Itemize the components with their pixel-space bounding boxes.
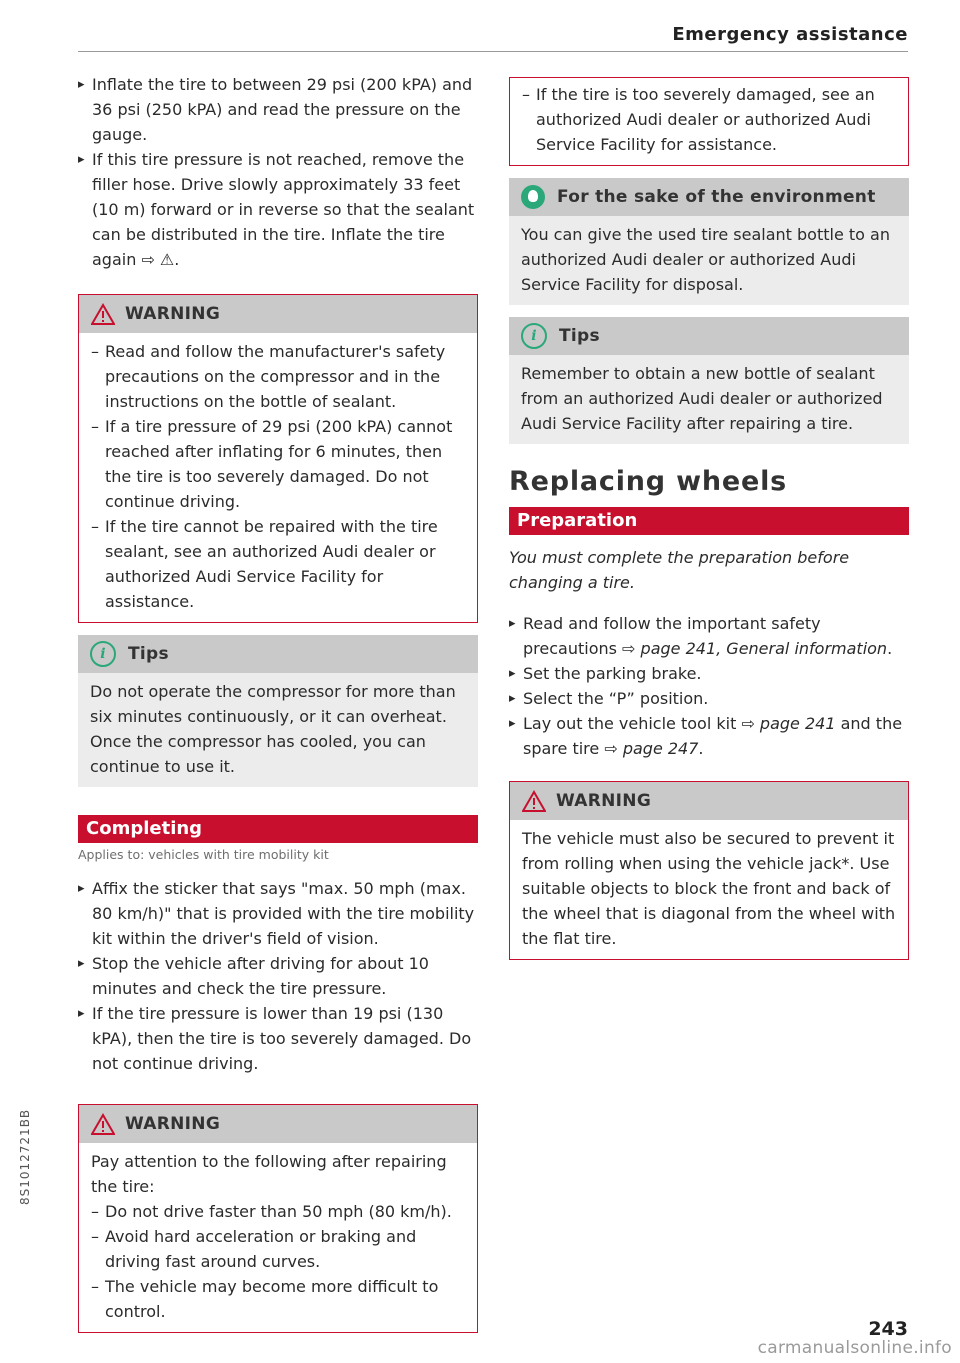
warning-item: – Read and follow the manufacturer's safety precautions on the compressor and in the instructions on the bottle of sealant. xyxy=(91,339,465,414)
info-icon: i xyxy=(90,641,116,667)
page-reference-link[interactable]: ⇨ page 247 xyxy=(604,739,699,758)
bullet-parking-brake: ▸ Set the parking brake. xyxy=(509,661,909,686)
environment-body xyxy=(509,216,909,305)
section-preparation: Preparation xyxy=(509,507,909,535)
right-column xyxy=(509,77,909,960)
warning-header xyxy=(79,1105,477,1143)
warning-title: WARNING xyxy=(125,1114,221,1134)
preparation-intro: You must complete the preparation before changing a tire. xyxy=(509,548,850,592)
page-header-title: Emergency assistance xyxy=(672,24,908,45)
preparation-steps xyxy=(509,611,909,761)
step-text: Lay out the vehicle tool kit xyxy=(523,714,742,733)
page-number: 243 xyxy=(868,1318,908,1340)
bullet-pressure-not-reached: ▸ If this tire pressure is not reached, remove the filler hose. Drive slowly approximately 33 feet (10 m) forward or in reverse so that the sealant can be distributed in the tire. Inflate the tire again ⇨ ⚠. xyxy=(78,147,478,272)
warning-triangle-icon xyxy=(522,790,546,812)
step-text: . xyxy=(887,639,893,658)
warning-header xyxy=(510,782,908,820)
info-icon: i xyxy=(521,323,547,349)
completing-steps xyxy=(78,876,478,1076)
warning-intro: Pay attention to the following after repairing the tire: xyxy=(91,1152,447,1196)
bullet-sticker: ▸ Affix the sticker that says "max. 50 mph (max. 80 km/h)" that is provided with the tire mobility kit within the driver's field of vision. xyxy=(78,876,478,951)
warning-text: The vehicle must also be secured to prevent it from rolling when using the vehicle jack*. Use suitable objects to block the front and back of the wheel that is diagonal from the wheel with the flat tire. xyxy=(522,829,896,948)
section-completing: Completing xyxy=(78,815,478,843)
warning-triangle-icon xyxy=(91,1113,115,1135)
bullet-tool-kit xyxy=(509,711,909,761)
bullet-stop-check: ▸ Stop the vehicle after driving for about 10 minutes and check the tire pressure. xyxy=(78,951,478,1001)
page-reference-link[interactable]: ⇨ page 241 xyxy=(741,714,836,733)
environment-leaf-icon xyxy=(521,185,545,209)
left-column xyxy=(78,72,478,1333)
warning-item: – Avoid hard acceleration or braking and driving fast around curves. xyxy=(91,1224,465,1274)
heading-replacing-wheels: Replacing wheels xyxy=(509,466,788,497)
warning-body xyxy=(79,1143,477,1332)
warning-item: – Do not drive faster than 50 mph (80 km/h). xyxy=(91,1199,465,1224)
tips-title: Tips xyxy=(128,644,169,664)
warning-header xyxy=(79,295,477,333)
warning-item: – The vehicle may become more difficult to control. xyxy=(91,1274,465,1324)
warning-box-after-repair xyxy=(78,1104,478,1333)
step-text: . xyxy=(698,739,704,758)
bullet-safety-precautions xyxy=(509,611,909,661)
warning-box-sealant xyxy=(78,294,478,623)
tips-box-sealant xyxy=(509,317,909,444)
warning-title: WARNING xyxy=(556,791,652,811)
tips-header xyxy=(509,317,909,355)
document-code: 8S1012721BB xyxy=(18,1108,32,1205)
warning-box-continued xyxy=(509,77,909,166)
warning-title: WARNING xyxy=(125,304,221,324)
step-text: Read and follow the important safety precautions xyxy=(523,614,821,658)
warning-item: – If the tire is too severely damaged, see an authorized Audi dealer or authorized Audi Service Facility for assistance. xyxy=(522,82,896,157)
watermark: carmanualsonline.info xyxy=(757,1338,952,1358)
warning-item: – If the tire cannot be repaired with the tire sealant, see an authorized Audi dealer or authorized Audi Service Facility for assistance. xyxy=(91,514,465,614)
tips-title: Tips xyxy=(559,326,600,346)
warning-body xyxy=(510,78,908,165)
tips-text: Do not operate the compressor for more than six minutes continuously, or it can overheat. Once the compressor has cooled, you can continue to use it. xyxy=(90,682,456,776)
warning-triangle-icon xyxy=(91,303,115,325)
header-divider xyxy=(78,51,908,52)
environment-box xyxy=(509,178,909,305)
bullet-select-p: ▸ Select the “P” position. xyxy=(509,686,909,711)
environment-text: You can give the used tire sealant bottle to an authorized Audi dealer or authorized Audi Service Facility for disposal. xyxy=(521,225,890,294)
warning-body xyxy=(510,820,908,959)
warning-item: – If a tire pressure of 29 psi (200 kPA) cannot reached after inflating for 6 minutes, then the tire is too severely damaged. Do not continue driving. xyxy=(91,414,465,514)
tips-body xyxy=(78,673,478,787)
page-reference-link[interactable]: ⇨ page 241, General information xyxy=(622,639,888,658)
tips-text: Remember to obtain a new bottle of sealant from an authorized Audi dealer or authorized Audi Service Facility after repairing a tire. xyxy=(521,364,883,433)
tips-box-compressor xyxy=(78,635,478,787)
environment-header xyxy=(509,178,909,216)
tips-header xyxy=(78,635,478,673)
warning-box-vehicle-jack xyxy=(509,781,909,960)
tips-body xyxy=(509,355,909,444)
warning-body xyxy=(79,333,477,622)
step-text: and the spare tire xyxy=(523,714,903,758)
bullet-inflate: ▸ Inflate the tire to between 29 psi (200 kPA) and 36 psi (250 kPA) and read the pressure on the gauge. xyxy=(78,72,478,147)
applies-to-note: Applies to: vehicles with tire mobility kit xyxy=(78,847,329,862)
bullet-low-pressure: ▸ If the tire pressure is lower than 19 psi (130 kPA), then the tire is too severely damaged. Do not continue driving. xyxy=(78,1001,478,1076)
environment-title: For the sake of the environment xyxy=(557,187,876,207)
